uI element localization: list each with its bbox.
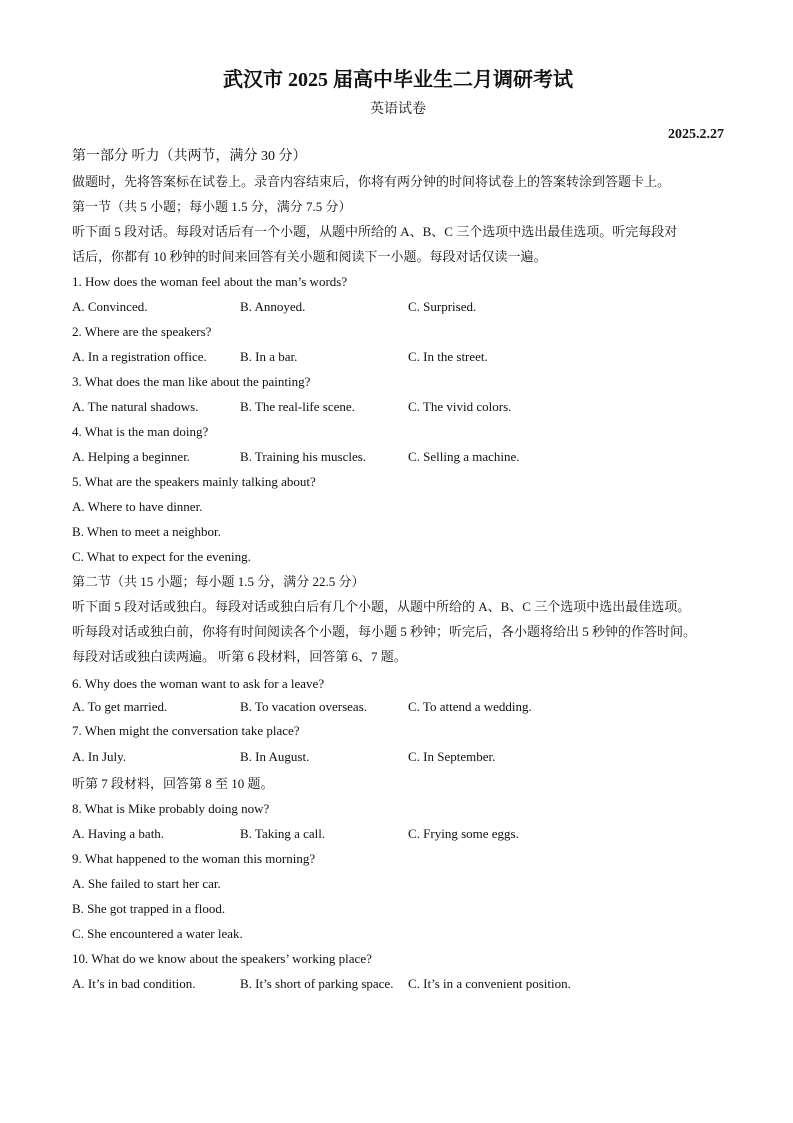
option-c: C. It’s in a convenient position. xyxy=(408,976,571,991)
option-a: A. In a registration office. xyxy=(72,349,207,364)
question-10: 10. What do we know about the speakers’ working place? xyxy=(72,951,372,966)
option-b: B. It’s short of parking space. xyxy=(240,976,394,991)
section1-instruction-line1: 听下面 5 段对话。每段对话后有一个小题，从题中所给的 A、B、C 三个选项中选出最佳选项。听完每段对 xyxy=(72,224,678,239)
section2-instruction-line3: 每段对话或独白读两遍。 听第 6 段材料，回答第 6、7 题。 xyxy=(72,649,407,664)
option-b: B. Training his muscles. xyxy=(240,449,367,464)
option-b: B. Taking a call. xyxy=(240,826,326,841)
option-c: C. Surprised. xyxy=(408,299,477,314)
option-a: A. Having a bath. xyxy=(72,826,165,841)
option-b: B. She got trapped in a flood. xyxy=(72,901,226,916)
section2-heading: 第二节（共 15 小题；每小题 1.5 分，满分 22.5 分） xyxy=(72,574,365,589)
option-c: C. In the street. xyxy=(408,349,488,364)
option-a: A. To get married. xyxy=(72,699,168,714)
question-1: 1. How does the woman feel about the man’s words? xyxy=(72,274,348,289)
option-c: C. What to expect for the evening. xyxy=(72,549,251,564)
question-3-options xyxy=(72,394,724,419)
part1-heading: 第一部分 听力（共两节，满分 30 分） xyxy=(72,149,307,164)
option-b: B. In a bar. xyxy=(240,349,298,364)
option-b: B. Annoyed. xyxy=(240,299,306,314)
question-8: 8. What is Mike probably doing now? xyxy=(72,801,270,816)
section1-heading: 第一节（共 5 小题；每小题 1.5 分，满分 7.5 分） xyxy=(72,199,352,214)
option-a: A. In July. xyxy=(72,749,127,764)
option-b: B. To vacation overseas. xyxy=(240,699,368,714)
section2-instruction-line2: 听每段对话或独白前，你将有时间阅读各个小题，每小题 5 秒钟；听完后，各小题将给出 5 秒钟的作答时间。 xyxy=(72,624,697,639)
section2-instruction-line1: 听下面 5 段对话或独白。每段对话或独白后有几个小题，从题中所给的 A、B、C 三个选项中选出最佳选项。 xyxy=(72,599,691,614)
question-2: 2. Where are the speakers? xyxy=(72,324,212,339)
option-c: C. Frying some eggs. xyxy=(408,826,519,841)
section1-instruction-line2: 话后，你都有 10 秒钟的时间来回答有关小题和阅读下一小题。每段对话仅读一遍。 xyxy=(72,249,547,264)
option-a: A. The natural shadows. xyxy=(72,399,199,414)
option-a: A. She failed to start her car. xyxy=(72,876,221,891)
question-10-options xyxy=(72,971,724,996)
option-b: B. In August. xyxy=(240,749,310,764)
question-7: 7. When might the conversation take place? xyxy=(72,723,300,738)
question-6-options xyxy=(72,696,724,718)
option-c: C. In September. xyxy=(408,749,496,764)
section2-note-7: 听第 7 段材料，回答第 8 至 10 题。 xyxy=(72,776,274,791)
question-4-options xyxy=(72,444,724,469)
option-c: C. Selling a machine. xyxy=(408,449,520,464)
exam-page xyxy=(72,66,724,996)
question-6: 6. Why does the woman want to ask for a leave? xyxy=(72,676,325,691)
exam-subtitle: 英语试卷 xyxy=(370,102,426,117)
option-a: A. Convinced. xyxy=(72,299,148,314)
option-c: C. The vivid colors. xyxy=(408,399,512,414)
question-5: 5. What are the speakers mainly talking about? xyxy=(72,474,316,489)
option-c: C. She encountered a water leak. xyxy=(72,926,243,941)
question-8-options xyxy=(72,821,724,846)
question-4: 4. What is the man doing? xyxy=(72,424,209,439)
question-3: 3. What does the man like about the painting? xyxy=(72,374,311,389)
question-1-options xyxy=(72,294,724,319)
option-b: B. When to meet a neighbor. xyxy=(72,524,221,539)
exam-title: 武汉市 2025 届高中毕业生二月调研考试 xyxy=(223,69,573,91)
option-a: A. It’s in bad condition. xyxy=(72,976,196,991)
question-2-options xyxy=(72,344,724,369)
option-b: B. The real-life scene. xyxy=(240,399,355,414)
question-9: 9. What happened to the woman this morning? xyxy=(72,851,316,866)
option-c: C. To attend a wedding. xyxy=(408,699,532,714)
exam-date: 2025.2.27 xyxy=(668,127,724,142)
option-a: A. Where to have dinner. xyxy=(72,499,203,514)
question-7-options xyxy=(72,743,724,771)
option-a: A. Helping a beginner. xyxy=(72,449,191,464)
part1-instruction: 做题时，先将答案标在试卷上。录音内容结束后，你将有两分钟的时间将试卷上的答案转涂到答题卡上。 xyxy=(72,174,671,189)
